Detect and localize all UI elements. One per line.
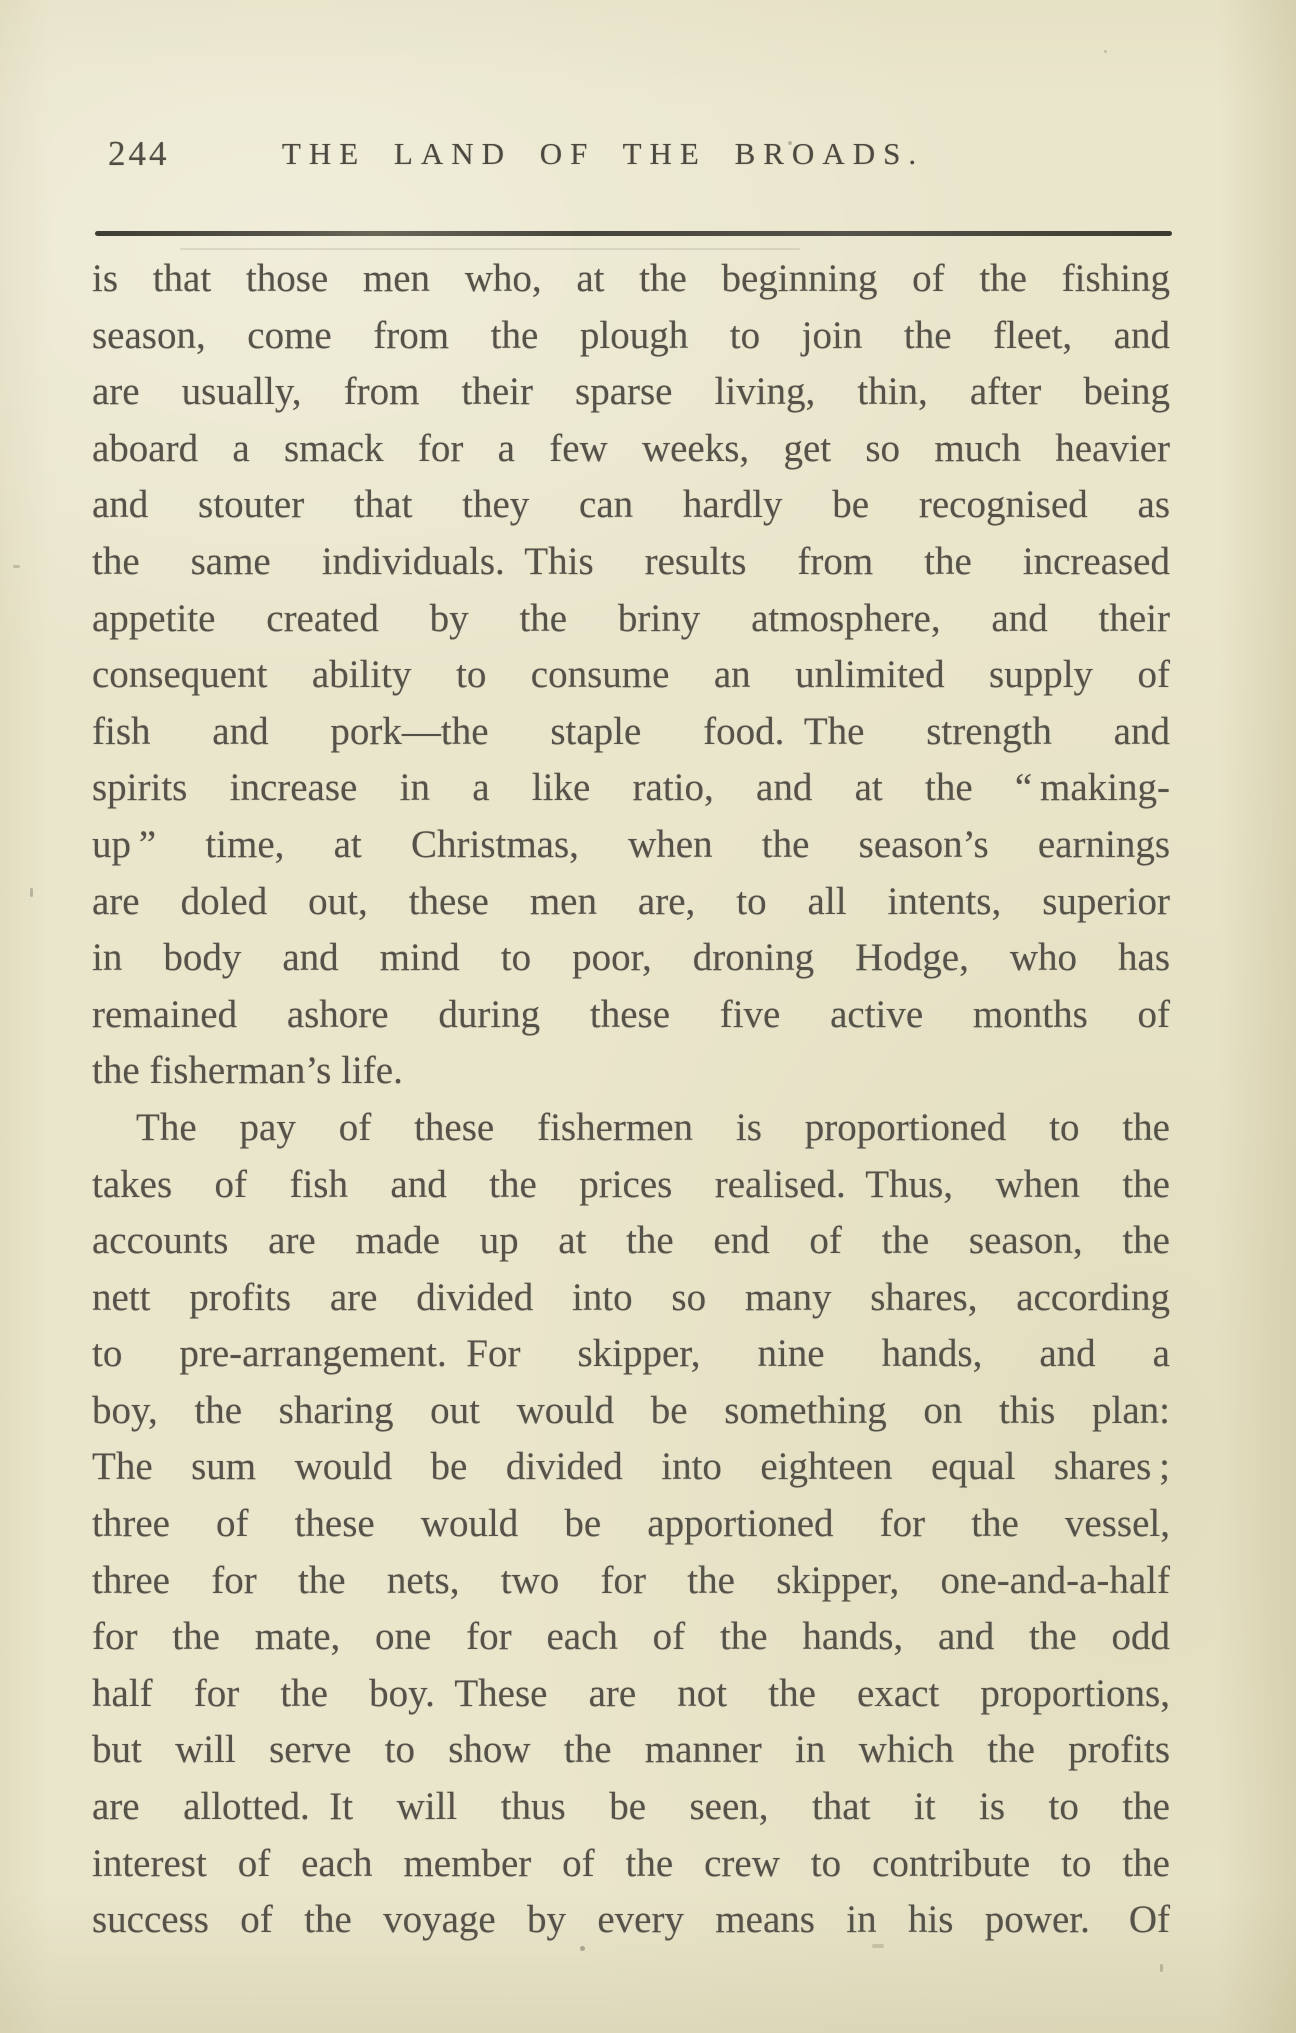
text-line: are usually, from their sparse living, thin, after being — [92, 370, 1170, 414]
text-line: three for the nets, two for the skipper, one-and-a-half — [92, 1558, 1170, 1602]
scan-speck — [788, 141, 792, 145]
scan-speck — [30, 888, 33, 897]
scan-speck — [580, 1946, 585, 1951]
scan-speck — [872, 1944, 884, 1948]
text-line: spirits increase in a like ratio, and at the “ making- — [92, 766, 1170, 810]
text-line: three of these would be apportioned for the vessel, — [92, 1502, 1170, 1546]
text-line: The sum would be divided into eighteen equal shares ; — [92, 1445, 1170, 1489]
scan-speck — [13, 565, 20, 568]
text-line: consequent ability to consume an unlimited supply of — [92, 653, 1170, 697]
scan-speck — [1160, 1964, 1163, 1972]
text-line: interest of each member of the crew to contribute to the — [92, 1841, 1170, 1885]
text-line: accounts are made up at the end of the season, the — [92, 1219, 1170, 1263]
text-line: the fisherman’s life. — [92, 1049, 403, 1093]
text-line: are allotted. It will thus be seen, that it is to the — [92, 1785, 1170, 1829]
body-text — [92, 251, 1170, 1949]
text-line: The pay of these fishermen is proportioned to the — [136, 1105, 1170, 1149]
text-line: is that those men who, at the beginning of the fishing — [92, 257, 1170, 300]
text-line: but will serve to show the manner in which the profits — [92, 1728, 1170, 1772]
text-line: fish and pork—the staple food. The strength and — [92, 709, 1170, 753]
text-line: takes of fish and the prices realised. Thus, when the — [92, 1162, 1170, 1206]
page-header — [92, 132, 1170, 180]
text-line: remained ashore during these five active months of — [92, 992, 1170, 1036]
text-line: boy, the sharing out would be something on this plan: — [92, 1388, 1170, 1432]
text-line: up ” time, at Christmas, when the season’s earnings — [92, 822, 1170, 866]
header-rule-shadow — [180, 248, 800, 250]
text-line: aboard a smack for a few weeks, get so much heavier — [92, 426, 1170, 470]
text-line: success of the voyage by every means in his power. Of — [92, 1898, 1170, 1942]
scan-speck — [1104, 50, 1107, 53]
text-line: half for the boy. These are not the exact proportions, — [92, 1671, 1170, 1715]
text-line: season, come from the plough to join the fleet, and — [92, 313, 1170, 357]
text-line: appetite created by the briny atmosphere, and their — [92, 596, 1170, 640]
running-title: THE LAND OF THE BROADS. — [281, 136, 925, 171]
text-line: to pre-arrangement. For skipper, nine hands, and a — [92, 1332, 1170, 1376]
text-line: and stouter that they can hardly be recognised as — [92, 483, 1170, 527]
text-line: for the mate, one for each of the hands, and the odd — [92, 1615, 1170, 1659]
text-line: the same individuals. This results from the increased — [92, 539, 1170, 583]
text-line: are doled out, these men are, to all intents, superior — [92, 879, 1170, 923]
text-line: nett profits are divided into so many shares, according — [92, 1275, 1170, 1319]
header-rule — [95, 231, 1172, 236]
text-line: in body and mind to poor, droning Hodge, who has — [92, 936, 1170, 980]
page-number: 244 — [108, 134, 170, 173]
